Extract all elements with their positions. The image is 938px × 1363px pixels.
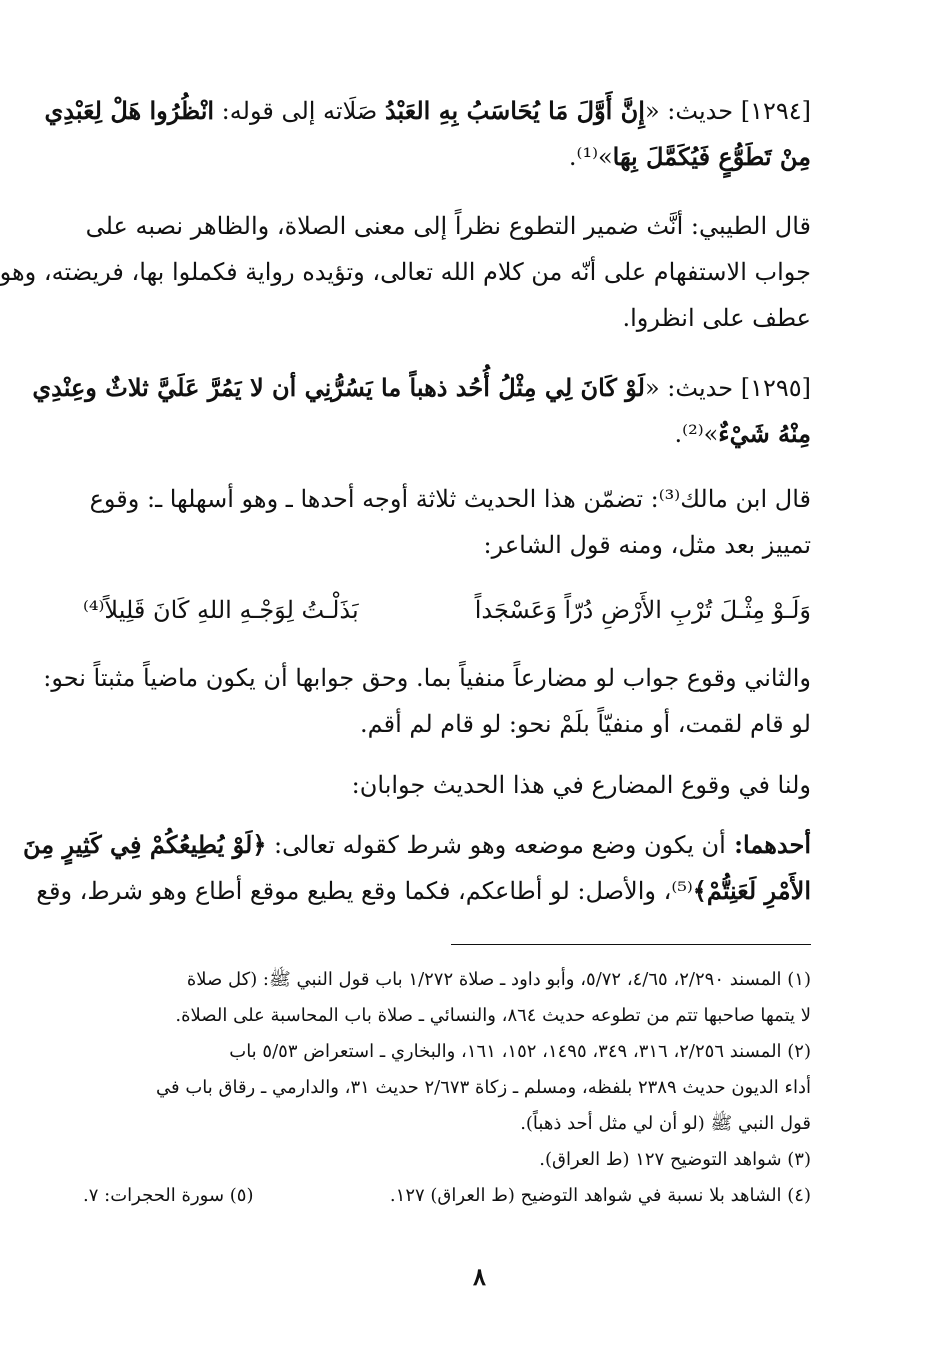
footnote-2-line: (٢) المسند ٢/٢٥٦، ٣١٦، ٣٤٩، ١٤٩٥، ١٥٢، ١٦١، والبخاري ـ استعراض ٥/٥٣ باب: [229, 1041, 811, 1062]
footnote-2-line: قول النبي ﷺ (لو أن لي مثل أحد ذهباً).: [520, 1113, 811, 1134]
ibn-malik-paragraph: [83, 476, 811, 568]
footnotes: [83, 962, 811, 1214]
answers-intro: [83, 762, 811, 808]
footnote-1-line: (١) المسند ٢/٢٩٠، ٤/٦٥، ٥/٧٢، وأبو داود ـ صلاة ١/٢٧٢ باب قول النبي ﷺ: (كل صلاة: [186, 969, 811, 990]
paragraph-line: قال ابن مالك⁽³⁾: تضمّن هذا الحديث ثلاثة أوجه أحدها ـ وهو أسهلها ـ: وقوع: [89, 485, 811, 513]
hadith-1294-line-2: [83, 134, 811, 180]
hadith-1294-text-bold: إِنَّ أَوَّلَ مَا يُحَاسَبُ بِهِ العَبْدُ: [384, 96, 645, 125]
hadith-1294-end: »⁽¹⁾.: [568, 143, 613, 171]
verse-hemistich-2: بَذَلْـتُ لِوَجْـهِ اللهِ كَانَ قَلِيلاً⁽⁴⁾: [83, 596, 359, 624]
hadith-1295: [32, 365, 811, 457]
hadith-1295-text-bold: لَوْ كَانَ لِي مِثْلُ أُحُد ذهباً ما يَسُرُّنِي أن لا يَمُرَّ عَلَيَّ ثلاثٌ وعِنْدِي: [32, 373, 645, 402]
paragraph-line: قال الطيبي: أنَّث ضمير التطوع نظراً إلى معنى الصلاة، والظاهر نصبه على: [85, 212, 811, 240]
hadith-1295-end: »⁽²⁾.: [674, 420, 719, 448]
paragraph-line: ولنا في وقوع المضارع في هذا الحديث جوابان:: [351, 771, 811, 799]
footnote-separator: [451, 944, 811, 945]
paragraph-line: لو قام لقمت، أو منفيّاً بلَمْ نحو: لو قام لم أقم.: [360, 710, 811, 738]
first-answer: [23, 822, 811, 914]
hadith-1294-text-bold-3: مِنْ تَطَوُّعٍ فَيُكَمَّلَ بِهَا: [612, 142, 811, 171]
hadith-1295-line-2: [83, 411, 811, 457]
footnote-4-5-line: [83, 1178, 811, 1214]
hadith-1295-line-1: [32, 365, 811, 411]
verse-hemistich-1: وَلَـوْ مِثْـلَ تُرْبِ الأَرْضِ دُرّاً وَعَسْجَداً: [474, 596, 811, 624]
footnote-5: (٥) سورة الحجرات: ٧.: [83, 1185, 254, 1206]
first-answer-text: أن يكون وضع موضعه وهو شرط كقوله تعالى:: [266, 831, 726, 859]
quran-quote-end: الأَمْرِ لَعَنِتُّمْ﴾: [692, 876, 811, 905]
paragraph-line: عطف على انظروا.: [622, 304, 811, 332]
footnote-1-line: لا يتمها صاحبها تتم من تطوعه حديث ٨٦٤، والنسائي ـ صلاة باب المحاسبة على الصلاة.: [175, 1005, 811, 1026]
page-number: ٨: [473, 1262, 486, 1291]
hadith-1294-line-1: [44, 88, 811, 134]
first-answer-label: أحدهما:: [725, 830, 811, 859]
hadith-1295-lead: [١٢٩٥] حديث: «: [644, 374, 811, 402]
tibi-paragraph: [0, 203, 811, 341]
paragraph-line: والثاني وقوع جواب لو مضارعاً منفياً بما. وحق جوابها أن يكون ماضياً مثبتاً نحو:: [43, 664, 811, 692]
paragraph-line: جواب الاستفهام على أنّه من كلام الله تعالى، وتؤيده رواية فكملوا بها، فريضته، وهو: [0, 258, 811, 286]
poetry-verse: [83, 582, 811, 638]
hadith-1295-text-bold-2: مِنْهُ شَيْءٌ: [718, 419, 811, 448]
first-answer-line-1: [23, 822, 811, 868]
quran-quote: ﴿لَوْ يُطِيعُكُمْ فِي كَثِيرٍ مِنَ: [23, 830, 267, 859]
hadith-1294-text: صَلَاته إلى قوله:: [214, 97, 385, 125]
hadith-1294: [44, 88, 811, 180]
hadith-1294-lead: [١٢٩٤] حديث: «: [644, 97, 811, 125]
paragraph-line: تمييز بعد مثل، ومنه قول الشاعر:: [483, 531, 811, 559]
hadith-1294-text-bold-2: انْظُرُوا هَلْ لِعَبْدِي: [44, 96, 215, 125]
footnote-2-line: أداء الديون حديث ٢٣٨٩ بلفظه، ومسلم ـ زكاة ٢/٦٧٣ حديث ٣١، والدارمي ـ رقاق باب في: [156, 1077, 811, 1098]
first-answer-text-2: ⁽⁵⁾، والأصل: لو أطاعكم، فكما وقع يطيع موقع أطاع وهو شرط، وقع: [36, 877, 693, 905]
footnote-3: (٣) شواهد التوضيح ١٢٧ (ط العراق).: [539, 1149, 811, 1170]
second-paragraph: [43, 655, 811, 747]
first-answer-line-2: [36, 868, 811, 914]
footnote-4: (٤) الشاهد بلا نسبة في شواهد التوضيح (ط العراق) ١٢٧.: [389, 1185, 811, 1206]
